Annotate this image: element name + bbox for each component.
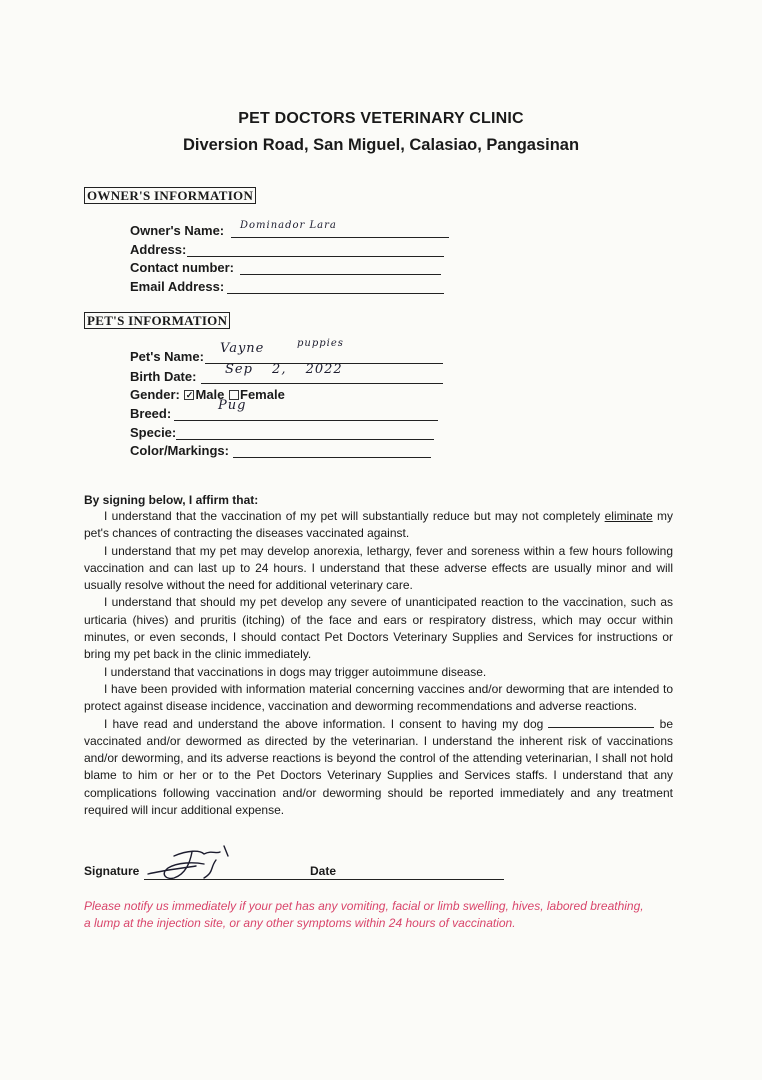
owner-name-value: Dominador Lara	[240, 220, 337, 231]
pet-section-title: PET'S INFORMATION	[84, 312, 230, 329]
consent-paragraph-5: I have been provided with information material concerning vaccines and/or deworming that are intended to protect against disease incidence, vaccination and deworming recommendations and adverse reactions.	[84, 681, 673, 714]
pet-color-row	[130, 442, 229, 460]
owner-name-field[interactable]	[231, 237, 449, 238]
owner-email-field[interactable]	[227, 293, 444, 294]
date-field[interactable]	[340, 879, 504, 880]
dog-name-blank[interactable]	[548, 717, 654, 728]
owner-email-row	[130, 278, 224, 296]
handwritten-signature	[144, 844, 254, 886]
owner-email-label: Email Address:	[130, 279, 225, 294]
pet-breed-value: Pug	[218, 398, 247, 413]
date-label: Date	[310, 864, 337, 878]
consent-paragraph-4: I understand that vaccinations in dogs may trigger autoimmune disease.	[104, 664, 487, 679]
female-label: Female	[240, 387, 285, 402]
owner-contact-field[interactable]	[240, 274, 441, 275]
consent-paragraph-3: I understand that should my pet develop any severe of unanticipated reaction to the vaccination, such as urticaria (hives) and pruritis (itching) of the face and ears or respiratory distress, which may occur within minutes, or even seconds, I should contact Pet Doctors Veterinary Supplies and Services for instructions or bring my pet back in the clinic immediately.	[84, 595, 673, 662]
clinic-name: PET DOCTORS VETERINARY CLINIC	[238, 110, 524, 127]
signature-label: Signature	[84, 864, 140, 878]
notice-text: Please notify us immediately if your pet has any vomiting, facial or limb swelling, hives, labored breathing, a lump at the injection site, or any other symptoms within 24 hours of vaccination.	[84, 899, 644, 930]
pet-breed-row	[130, 398, 247, 423]
owner-section-title: OWNER'S INFORMATION	[84, 187, 256, 204]
owner-contact-label: Contact number:	[130, 260, 234, 275]
owner-name-label: Owner's Name:	[130, 223, 225, 238]
pet-name-value: Vayne	[220, 341, 265, 356]
pet-name-note: puppies	[297, 338, 344, 349]
consent-paragraph-6: I have read and understand the above information. I consent to having my dog be vaccinated and/or dewormed as directed by the veterinarian. I understand the inherent risk of vaccinations and/or deworming, and its adverse reactions is beyond the control of the attending veterinarian, I shall not hold blame to him or her or to the Pet Doctors Veterinary Supplies and Services staffs. I understand that any complications following vaccination and/or deworming should be reported immediately and any treatment required will incur additional expense.	[84, 716, 673, 818]
pet-name-label: Pet's Name:	[130, 349, 204, 364]
owner-address-label: Address:	[130, 242, 187, 257]
eliminate-underlined: eliminate	[604, 509, 653, 523]
pet-specie-row	[130, 424, 176, 442]
pet-birth-value: Sep 2, 2022	[225, 362, 343, 377]
pet-gender-label: Gender:	[130, 387, 180, 402]
male-checkbox[interactable]: ✓	[185, 389, 194, 400]
pet-specie-field[interactable]	[176, 439, 434, 440]
pet-color-field[interactable]	[233, 457, 431, 458]
pet-color-label: Color/Markings:	[130, 443, 229, 458]
pet-breed-label: Breed:	[130, 406, 172, 421]
pet-specie-label: Specie:	[130, 425, 177, 440]
owner-address-field[interactable]	[187, 256, 444, 257]
male-label: Male	[195, 387, 225, 402]
owner-address-row	[130, 241, 186, 259]
pet-gender-row	[130, 386, 285, 404]
pet-birth-field[interactable]	[201, 383, 443, 384]
consent-paragraph-2: I understand that my pet may develop anorexia, lethargy, fever and soreness within a few hours following vaccination and can last up to 24 hours. I understand that these adverse effects are usually minor and will usually resolve without the need for additional veterinary care.	[84, 543, 673, 593]
pet-breed-field[interactable]	[174, 420, 438, 421]
owner-name-row	[130, 220, 337, 240]
consent-paragraph-1: I understand that the vaccination of my pet will substantially reduce but may not completely eliminate my pet's chances of contracting the diseases vaccinated against.	[84, 509, 673, 541]
clinic-address: Diversion Road, San Miguel, Calasiao, Pangasinan	[182, 136, 580, 154]
consent-body	[84, 508, 673, 819]
consent-heading: By signing below, I affirm that:	[84, 493, 259, 507]
pet-birth-label: Birth Date:	[130, 369, 197, 384]
pet-name-row	[130, 338, 344, 366]
pet-birth-row	[130, 362, 343, 386]
owner-contact-row	[130, 259, 234, 277]
